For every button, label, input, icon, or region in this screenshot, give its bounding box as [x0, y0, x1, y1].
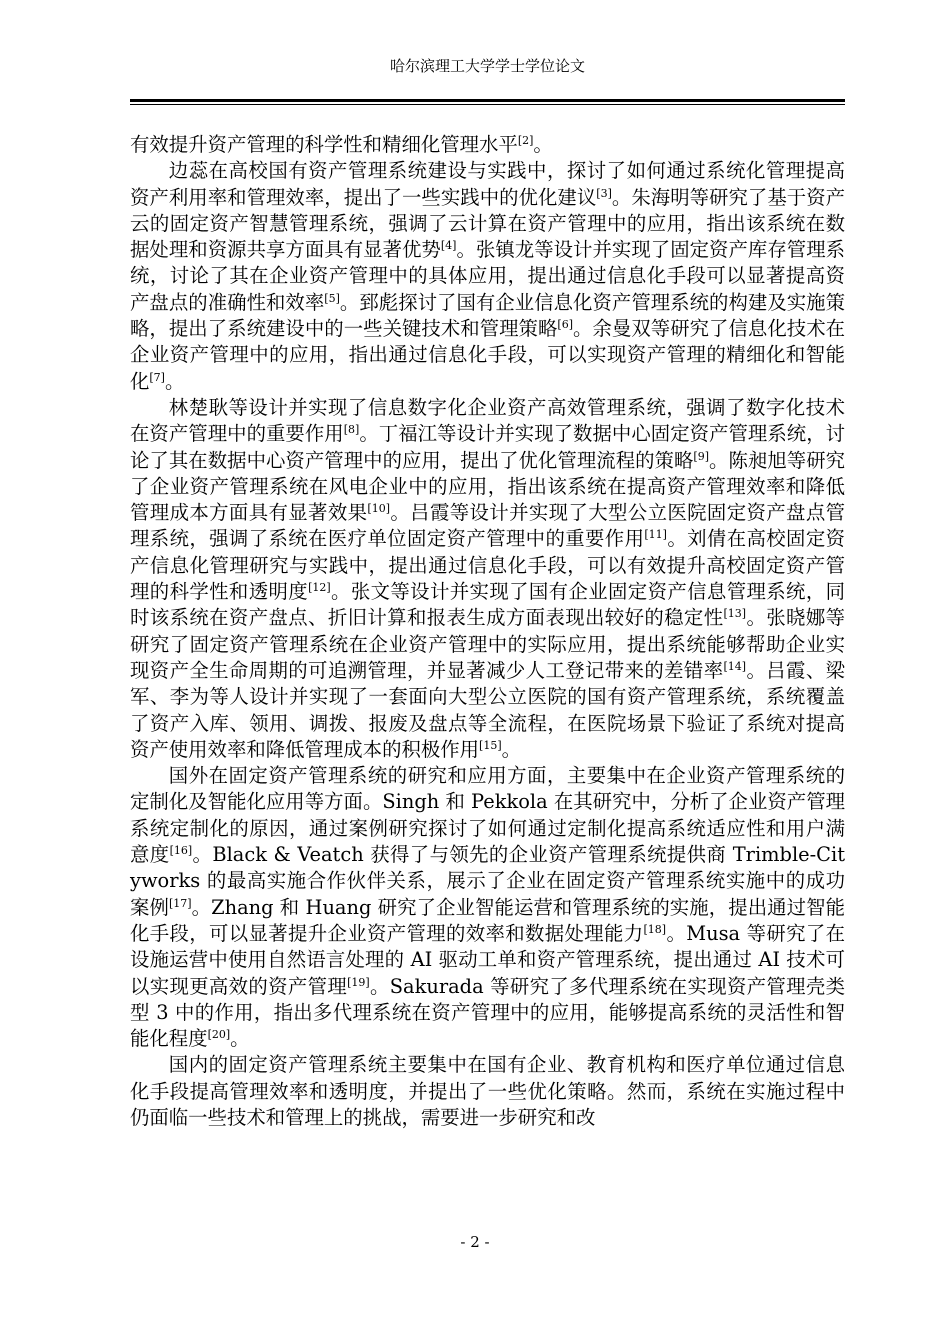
body-text [130, 132, 845, 1131]
citation-ref: [20] [207, 1028, 231, 1042]
header-rule-thick [130, 99, 845, 102]
citation-ref: [2] [517, 134, 534, 147]
paragraph-text: 国外在固定资产管理系统的研究和应用方面，主要集中在企业资产管理系统的定制化及智能化应用等方面。Singh 和 Pekkola 在其研究中，分析了企业资产管理系统定制化的原因，通过案例研究探讨了如何通过定制化提高系统适应性和用户满意度 [130, 764, 845, 867]
paragraph-text: 。吕霞、梁军、李为等人设计并实现了一套面向大型公立医院的国有资产管理系统，系统覆盖了资产入库、领用、调拨、报废及盘点等全流程，在医院场景下验证了系统对提高资产使用效率和降低管理成本的积极作用 [130, 658, 846, 761]
paragraph-text: 。吕霞等设计并实现了大型公立医院固定资产盘点管理系统，强调了系统在医疗单位固定资产管理中的重要作用 [130, 501, 846, 551]
paragraph-text: 。丁福江等设计并实现了数据中心固定资产管理系统，讨论了其在数据中心资产管理中的应用，提出了优化管理流程的策略 [130, 422, 846, 472]
citation-ref: [8] [343, 423, 360, 437]
paragraph-text: 。 [533, 133, 553, 156]
paragraph [130, 395, 845, 763]
paragraph-text: 。Zhang 和 Huang 研究了企业智能运营和管理系统的实施，提出通过智能化手段，可以显著提升企业资产管理的效率和数据处理能力 [130, 895, 846, 945]
citation-ref: [7] [149, 370, 165, 384]
paragraph-text: 。刘倩在高校固定资产信息化管理研究与实践中，提出通过信息化手段，可以有效提升高校固定资产管理的科学性和透明度 [130, 527, 846, 604]
paragraph-text: 。张镇龙等设计并实现了固定资产库存管理系统，讨论了其在企业资产管理中的具体应用，提出通过信息化手段可以显著提高资产盘点的准确性和效率 [130, 238, 846, 314]
paragraph [130, 132, 845, 158]
paragraph-text: 。Musa 等研究了在设施运营中使用自然语言处理的 AI 驱动工单和资产管理系统，提出通过 AI 技术可以实现更高效的资产管理 [130, 921, 845, 998]
citation-ref: [15] [479, 738, 502, 752]
citation-ref: [5] [324, 291, 340, 305]
paragraph-text: 。 [164, 369, 185, 393]
paragraph-text: 。郅彪探讨了国有企业信息化资产管理系统的构建及实施策略，提出了系统建设中的一些关键技术和管理策略 [130, 290, 846, 341]
paragraph-text: 。Black & Veatch 获得了与领先的企业资产管理系统提供商 Trimble-Cityworks 的最高实施合作伙伴关系，展示了企业在固定资产管理系统实施中的成功案例 [130, 843, 846, 919]
citation-ref: [19] [347, 975, 370, 989]
paragraph [130, 158, 845, 395]
citation-ref: [4] [440, 239, 457, 253]
paragraph [130, 763, 845, 1052]
paragraph-text: 。 [501, 737, 522, 761]
paragraph-text: 边蕊在高校国有资产管理系统建设与实践中，探讨了如何通过系统化管理提高资产利用率和管理效率，提出了一些实践中的优化建议 [130, 159, 845, 209]
citation-ref: [16] [169, 844, 193, 858]
citation-ref: [3] [596, 186, 612, 200]
paragraph [130, 1052, 845, 1131]
paragraph-text: 。陈昶旭等研究了企业资产管理系统在风电企业中的应用，指出该系统在提高资产管理效率和降低管理成本方面具有显著效果 [130, 448, 846, 525]
paragraph-text: 有效提升资产管理的科学性和精细化管理水平 [130, 133, 518, 156]
header-rule-thin [130, 104, 845, 105]
paragraph-text: 。张文等设计并实现了国有企业固定资产信息管理系统，同时该系统在资产盘点、折旧计算和报表生成方面表现出较好的稳定性 [130, 580, 846, 630]
citation-ref: [17] [168, 896, 192, 910]
paragraph-text: 。Sakurada 等研究了多代理系统在实现资产管理壳类型 3 中的作用，指出多代理系统在资产管理中的应用，能够提高系统的灵活性和智能化程度 [130, 974, 845, 1051]
citation-ref: [13] [723, 607, 747, 621]
paragraph-text: 。张晓娜等研究了固定资产管理系统在企业资产管理中的实际应用，提出系统能够帮助企业实现资产全生命周期的可追溯管理，并显著减少人工登记带来的差错率 [130, 606, 846, 682]
running-header: 哈尔滨理工大学学士学位论文 [389, 57, 585, 75]
page-number: - 2 - [460, 1233, 490, 1251]
citation-ref: [10] [367, 502, 390, 516]
citation-ref: [12] [308, 581, 331, 595]
citation-ref: [11] [644, 528, 667, 542]
paragraph-text: 。余曼双等研究了信息化技术在企业资产管理中的应用，指出通过信息化手段，可以实现资产管理的精细化和智能化 [130, 317, 846, 393]
paragraph-text: 林楚耿等设计并实现了信息数字化企业资产高效管理系统，强调了数字化技术在资产管理中的重要作用 [130, 395, 845, 446]
citation-ref: [14] [723, 659, 747, 673]
citation-ref: [18] [643, 922, 667, 936]
paragraph-text: 。 [230, 1027, 250, 1051]
citation-ref: [6] [557, 318, 574, 332]
paragraph-text: 国内的固定资产管理系统主要集中在国有企业、教育机构和医疗单位通过信息化手段提高管理效率和透明度，并提出了一些优化策略。然而，系统在实施过程中仍面临一些技术和管理上的挑战，需要进一步研究和改 [130, 1053, 845, 1129]
paragraph-text: 。朱海明等研究了基于资产云的固定资产智慧管理系统，强调了云计算在资产管理中的应用，指出该系统在数据处理和资源共享方面具有显著优势 [130, 185, 846, 262]
citation-ref: [9] [693, 449, 710, 463]
